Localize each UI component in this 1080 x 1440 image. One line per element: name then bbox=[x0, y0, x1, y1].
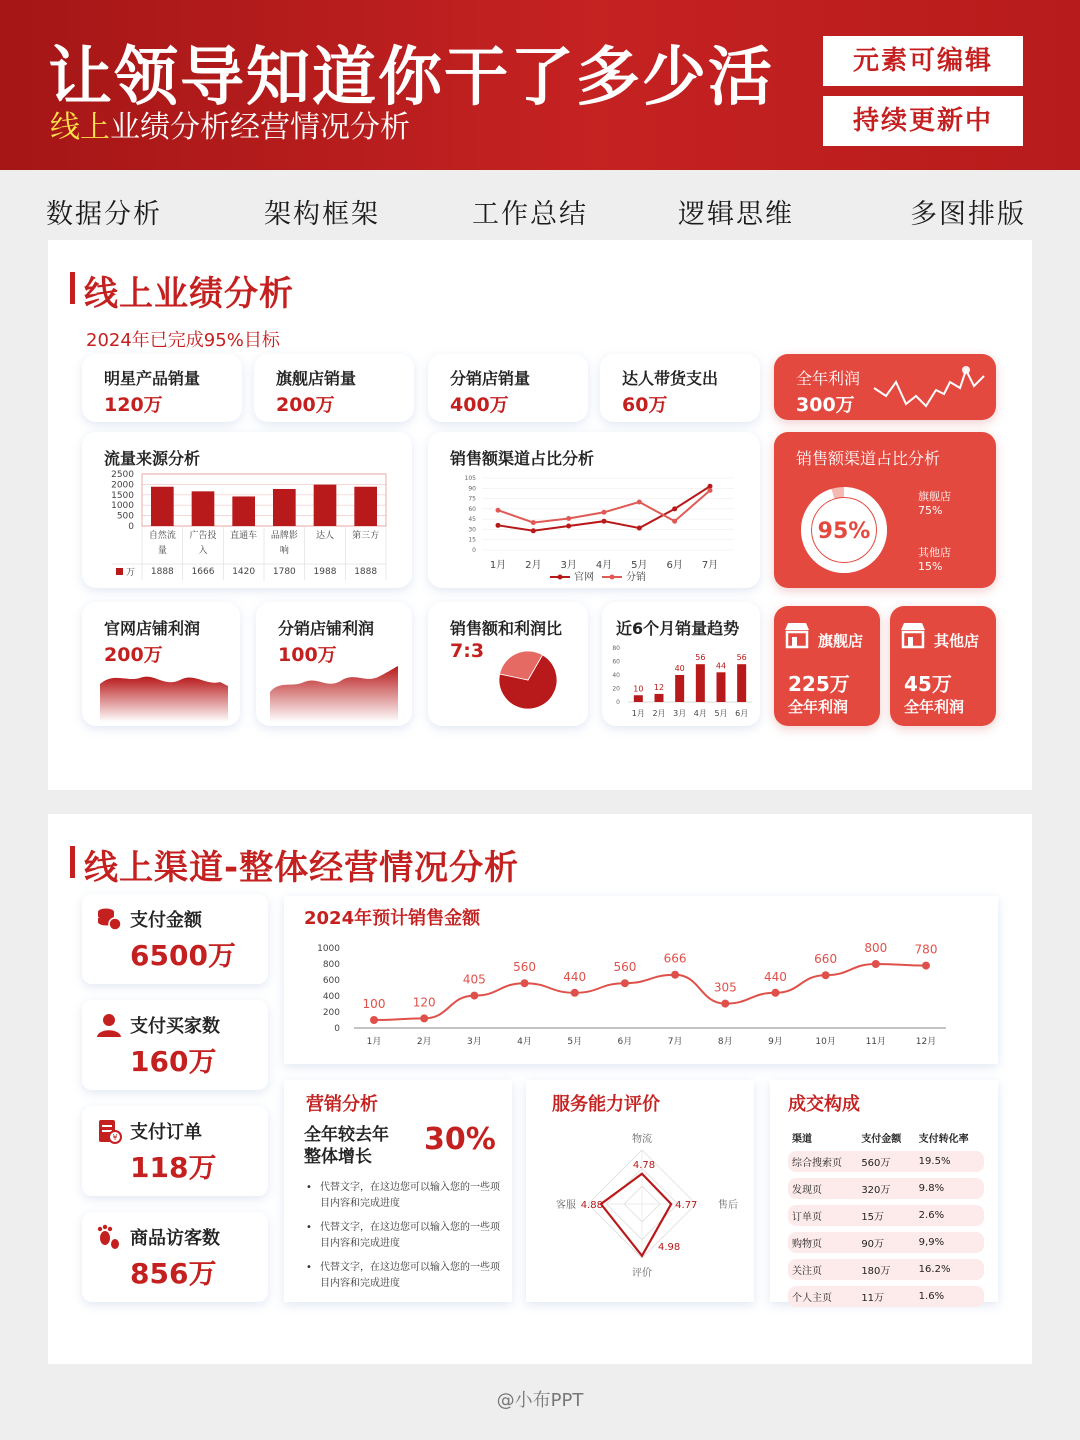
table-cell: 发现页 bbox=[788, 1178, 857, 1199]
bar bbox=[655, 694, 664, 702]
table-row bbox=[788, 1205, 984, 1226]
data-label: 1420 bbox=[232, 567, 256, 577]
page-subtitle bbox=[50, 102, 410, 146]
order-icon bbox=[96, 1118, 122, 1144]
ratio-card bbox=[428, 602, 588, 726]
y-tick-label: 15 bbox=[468, 536, 476, 544]
kpi-label: 支付订单 bbox=[130, 1122, 202, 1143]
x-tick-label: 5月 bbox=[714, 709, 728, 718]
x-tick-label: 直通车 bbox=[230, 531, 258, 541]
bar bbox=[634, 695, 643, 702]
table-cell: 个人主页 bbox=[788, 1286, 857, 1307]
kpi-label: 商品访客数 bbox=[130, 1228, 220, 1249]
data-label: 560 bbox=[613, 960, 637, 975]
store-value: 45万 bbox=[904, 672, 952, 696]
kpi-card bbox=[428, 354, 588, 422]
data-point bbox=[671, 971, 679, 979]
x-tick-label: 8月 bbox=[717, 1037, 733, 1047]
x-tick-label: 2月 bbox=[525, 560, 542, 571]
x-tick-label: 7月 bbox=[667, 1037, 683, 1047]
data-label: 666 bbox=[663, 951, 687, 966]
store-name: 其他店 bbox=[934, 632, 980, 650]
kpi-card bbox=[82, 1106, 268, 1196]
ratio-value: 7:3 bbox=[450, 640, 485, 662]
kpi-value: 6500万 bbox=[130, 939, 236, 972]
table-cell: 560万 bbox=[857, 1151, 914, 1172]
x-tick-label: 10月 bbox=[815, 1037, 836, 1047]
table-row bbox=[788, 1259, 984, 1280]
y-tick-label: 0 bbox=[472, 547, 476, 554]
data-point bbox=[672, 506, 677, 511]
table-cell: 16.2% bbox=[915, 1259, 984, 1280]
x-tick-label: 入 bbox=[198, 546, 208, 556]
goal-text: 2024年已完成95%目标 bbox=[86, 330, 280, 351]
store-icon bbox=[898, 620, 928, 650]
x-tick-label: 达人 bbox=[315, 531, 335, 541]
sales-title: 2024年预计销售金额 bbox=[304, 908, 481, 929]
subtitle-rest: 业绩分析经营情况分析 bbox=[110, 110, 410, 145]
tag-item: 多图排版 bbox=[910, 199, 1026, 230]
tag-item: 架构框架 bbox=[264, 199, 380, 230]
x-tick-label: 3月 bbox=[466, 1037, 482, 1047]
profit-value: 300万 bbox=[796, 394, 855, 416]
legend-swatch bbox=[558, 575, 563, 580]
data-point bbox=[571, 989, 579, 997]
traffic-bar-chart bbox=[82, 432, 412, 588]
table-cell: 9.8% bbox=[915, 1178, 984, 1199]
data-point bbox=[566, 516, 571, 521]
store-value: 225万 bbox=[788, 672, 850, 696]
data-label: 560 bbox=[513, 960, 536, 975]
bullet-item: • 代替文字，在这边您可以输入您的一些项目内容和完成进度 bbox=[306, 1220, 506, 1252]
official-profit-label: 官网店铺利润 bbox=[104, 619, 201, 638]
y-tick-label: 1000 bbox=[111, 501, 134, 512]
y-tick-label: 0 bbox=[128, 522, 134, 532]
data-label: 1988 bbox=[313, 567, 337, 577]
data-point bbox=[637, 526, 642, 531]
kpi-label: 达人带货支出 bbox=[622, 369, 719, 388]
y-tick-label: 20 bbox=[612, 685, 620, 693]
data-label: 56 bbox=[736, 653, 747, 663]
official-area-icon bbox=[100, 664, 230, 722]
tag-bar bbox=[0, 170, 1080, 242]
user-icon bbox=[96, 1012, 122, 1038]
legend-label: 万 bbox=[126, 568, 136, 578]
table-header-row bbox=[788, 1130, 984, 1145]
x-tick-label: 4月 bbox=[517, 1037, 532, 1047]
bar bbox=[232, 496, 255, 526]
ring-percent: 95% bbox=[817, 519, 871, 544]
data-label: 800 bbox=[864, 941, 888, 955]
kpi-card bbox=[82, 1212, 268, 1302]
kpi-card bbox=[600, 354, 760, 422]
x-tick-label: 7月 bbox=[701, 560, 719, 571]
y-tick-label: 0 bbox=[616, 699, 620, 706]
legend-swatch bbox=[610, 575, 615, 580]
coins-icon bbox=[96, 906, 122, 932]
service-radar-chart bbox=[526, 1080, 754, 1302]
dist-profit-label: 分销店铺利润 bbox=[278, 619, 375, 638]
x-tick-label: 量 bbox=[157, 546, 167, 556]
bar bbox=[314, 485, 337, 526]
y-tick-label: 1500 bbox=[111, 490, 134, 501]
channel-line-title: 销售额渠道占比分析 bbox=[450, 449, 595, 468]
bar bbox=[696, 664, 705, 702]
header-banner bbox=[0, 0, 1080, 170]
badge-editable: 元素可编辑 bbox=[823, 36, 1023, 86]
data-label: 100 bbox=[362, 997, 386, 1011]
table-header: 渠道 bbox=[792, 1134, 812, 1145]
kpi-card bbox=[82, 1000, 268, 1090]
kpi-card bbox=[82, 894, 268, 984]
data-label: 405 bbox=[462, 972, 486, 987]
badge-updating: 持续更新中 bbox=[823, 96, 1023, 146]
footprint-icon bbox=[96, 1224, 122, 1250]
table-cell: 2.6% bbox=[915, 1205, 984, 1226]
y-tick-label: 0 bbox=[334, 1024, 340, 1034]
deals-title: 成交构成 bbox=[788, 1094, 860, 1115]
data-label: 4.77 bbox=[675, 1200, 698, 1211]
section-title: 线上渠道-整体经营情况分析 bbox=[70, 840, 519, 889]
data-label: 660 bbox=[814, 952, 838, 967]
data-label: 1888 bbox=[150, 567, 174, 577]
data-label: 12 bbox=[653, 682, 665, 692]
kpi-value: 160万 bbox=[130, 1045, 217, 1078]
y-tick-label: 400 bbox=[322, 992, 340, 1002]
bar bbox=[151, 487, 174, 526]
x-tick-label: 响 bbox=[279, 546, 289, 556]
x-tick-label: 3月 bbox=[560, 560, 577, 571]
data-label: 44 bbox=[715, 661, 727, 671]
data-point bbox=[721, 1000, 729, 1008]
kpi-label: 支付买家数 bbox=[130, 1016, 220, 1037]
x-tick-label: 4月 bbox=[595, 560, 613, 571]
service-title: 服务能力评价 bbox=[552, 1094, 660, 1115]
y-tick-label: 600 bbox=[322, 976, 340, 986]
table-cell: 购物页 bbox=[788, 1232, 857, 1253]
legend-label: 官网 bbox=[574, 572, 594, 583]
store-caption: 全年利润 bbox=[904, 698, 965, 716]
data-label: 4.88 bbox=[580, 1200, 603, 1211]
legend1-value: 75% bbox=[918, 504, 943, 517]
kpi-value: 856万 bbox=[130, 1257, 217, 1290]
data-label: 40 bbox=[674, 664, 685, 673]
data-point bbox=[420, 1014, 428, 1022]
data-point bbox=[470, 992, 478, 1000]
trend-bar-chart bbox=[602, 602, 760, 726]
data-point bbox=[872, 960, 880, 968]
x-tick-label: 5月 bbox=[631, 560, 648, 571]
x-tick-label: 品牌影 bbox=[270, 531, 298, 541]
bar bbox=[354, 487, 377, 526]
kpi-label: 旗舰店销量 bbox=[276, 369, 357, 388]
x-tick-label: 第三方 bbox=[352, 531, 380, 541]
data-label: 305 bbox=[713, 980, 737, 995]
kpi-label: 分销店销量 bbox=[450, 369, 531, 388]
deals-table bbox=[788, 1124, 984, 1313]
data-point bbox=[637, 500, 642, 505]
data-label: 4.98 bbox=[658, 1241, 681, 1253]
svg-text:¥: ¥ bbox=[112, 1133, 118, 1142]
table-cell: 9,9% bbox=[915, 1232, 984, 1253]
x-tick-label: 6月 bbox=[735, 709, 749, 718]
x-tick-label: 6月 bbox=[666, 560, 683, 571]
profit-card bbox=[774, 354, 996, 420]
growth-value: 30% bbox=[424, 1122, 496, 1157]
radar-axis-label: 物流 bbox=[632, 1134, 652, 1145]
table-row bbox=[788, 1151, 984, 1172]
radar-axis-label: 售后 bbox=[718, 1200, 738, 1211]
data-point bbox=[531, 520, 536, 525]
data-label: 1888 bbox=[354, 567, 378, 577]
kpi-card bbox=[82, 354, 242, 422]
table-cell: 关注页 bbox=[788, 1259, 857, 1280]
ratio-label: 销售额和利润比 bbox=[450, 619, 563, 638]
traffic-title: 流量来源分析 bbox=[104, 449, 201, 468]
legend2-name: 其他店 bbox=[918, 546, 951, 559]
x-tick-label: 自然流 bbox=[148, 531, 176, 541]
table-row bbox=[788, 1286, 984, 1307]
x-tick-label: 5月 bbox=[567, 1037, 583, 1047]
table-cell: 180万 bbox=[857, 1259, 914, 1280]
profit-sparkline-icon bbox=[870, 360, 988, 414]
x-tick-label: 1月 bbox=[631, 709, 645, 718]
y-tick-label: 2500 bbox=[111, 470, 134, 480]
y-tick-label: 1000 bbox=[317, 944, 340, 954]
data-label: 4.78 bbox=[632, 1159, 656, 1171]
y-tick-label: 500 bbox=[116, 511, 134, 522]
bar bbox=[717, 672, 726, 702]
data-label: 10 bbox=[633, 684, 644, 694]
channel-line-card bbox=[428, 432, 760, 588]
data-label: 1666 bbox=[191, 567, 215, 577]
data-point bbox=[602, 510, 607, 515]
table-row bbox=[788, 1178, 984, 1199]
kpi-value: 120万 bbox=[104, 394, 163, 416]
series-line bbox=[498, 486, 710, 531]
table-cell: 320万 bbox=[857, 1178, 914, 1199]
table-cell: 19.5% bbox=[915, 1151, 984, 1172]
data-point bbox=[496, 523, 501, 528]
page-title: 让领导知道你干了多少活 bbox=[48, 41, 774, 115]
channel-ratio-card bbox=[774, 432, 996, 588]
dist-profit-value: 100万 bbox=[278, 644, 337, 666]
sales-line-chart bbox=[284, 896, 998, 1064]
store-name: 旗舰店 bbox=[818, 632, 864, 650]
trend-title: 近6个月销量趋势 bbox=[616, 619, 740, 638]
kpi-label: 明星产品销量 bbox=[104, 369, 201, 388]
ratio-ring-chart bbox=[774, 432, 996, 588]
data-point bbox=[566, 524, 571, 529]
kpi-card bbox=[254, 354, 414, 422]
growth-line1: 全年较去年 bbox=[304, 1125, 389, 1145]
y-tick-label: 800 bbox=[322, 960, 340, 970]
trend-card bbox=[602, 602, 760, 726]
legend-swatch bbox=[116, 568, 123, 575]
dist-profit-card bbox=[256, 602, 412, 726]
tag-item: 工作总结 bbox=[472, 199, 588, 230]
section-title: 线上业绩分析 bbox=[70, 266, 294, 315]
sales-forecast-card bbox=[284, 896, 998, 1064]
y-tick-label: 45 bbox=[468, 516, 476, 524]
data-label: 440 bbox=[764, 969, 787, 984]
growth-line2: 整体增长 bbox=[304, 1147, 372, 1167]
table-cell: 15万 bbox=[857, 1205, 914, 1226]
bullet-item: • 代替文字，在这边您可以输入您的一些项目内容和完成进度 bbox=[306, 1260, 506, 1292]
data-point bbox=[602, 519, 607, 524]
data-label: 1780 bbox=[272, 567, 296, 577]
data-point bbox=[370, 1016, 378, 1024]
series-line bbox=[374, 964, 926, 1020]
ratio-pie-chart bbox=[428, 602, 588, 726]
store-icon bbox=[782, 620, 812, 650]
store-caption: 全年利润 bbox=[788, 698, 849, 716]
x-tick-label: 3月 bbox=[673, 709, 687, 718]
x-tick-label: 1月 bbox=[489, 560, 507, 571]
store-card-other bbox=[890, 606, 996, 726]
marketing-bullets bbox=[306, 1180, 506, 1300]
plot-frame bbox=[142, 474, 386, 526]
data-point bbox=[822, 971, 830, 979]
subtitle-highlight: 线上 bbox=[50, 110, 110, 145]
profit-label: 全年利润 bbox=[796, 369, 861, 388]
bar bbox=[675, 675, 684, 702]
y-tick-label: 200 bbox=[322, 1008, 340, 1018]
y-tick-label: 30 bbox=[468, 526, 476, 534]
legend-label: 分销 bbox=[626, 572, 646, 583]
dist-area-icon bbox=[270, 664, 400, 722]
kpi-value: 118万 bbox=[130, 1151, 217, 1184]
data-point bbox=[922, 962, 930, 970]
x-tick-label: 12月 bbox=[915, 1037, 937, 1047]
radar-axis-label: 评价 bbox=[632, 1268, 652, 1279]
data-point bbox=[672, 519, 677, 524]
kpi-value: 200万 bbox=[276, 394, 335, 416]
x-tick-label: 2月 bbox=[652, 709, 666, 718]
official-profit-value: 200万 bbox=[104, 644, 163, 666]
bullet-item: • 代替文字，在这边您可以输入您的一些项目内容和完成进度 bbox=[306, 1180, 506, 1212]
bar bbox=[273, 489, 296, 526]
data-point bbox=[531, 528, 536, 533]
data-point bbox=[521, 979, 529, 987]
legend2-value: 15% bbox=[918, 560, 943, 573]
table-cell: 11万 bbox=[857, 1286, 914, 1307]
data-label: 440 bbox=[563, 969, 587, 984]
table-row bbox=[788, 1232, 984, 1253]
x-tick-label: 6月 bbox=[617, 1037, 633, 1047]
official-profit-card bbox=[82, 602, 240, 726]
marketing-card bbox=[284, 1080, 512, 1302]
store-card-flagship bbox=[774, 606, 880, 726]
x-tick-label: 1月 bbox=[366, 1037, 382, 1047]
traffic-card bbox=[82, 432, 412, 588]
table-header: 支付转化率 bbox=[918, 1134, 969, 1145]
data-label: 120 bbox=[412, 995, 436, 1010]
data-point bbox=[771, 989, 779, 997]
tag-item: 数据分析 bbox=[46, 199, 162, 230]
table-cell: 90万 bbox=[857, 1232, 914, 1253]
deals-card bbox=[770, 1080, 998, 1302]
footer-credit: @小布PPT bbox=[496, 1390, 584, 1411]
kpi-value: 60万 bbox=[622, 394, 668, 416]
kpi-value: 400万 bbox=[450, 394, 509, 416]
y-tick-label: 2000 bbox=[111, 480, 134, 491]
kpi-label: 支付金额 bbox=[130, 910, 202, 931]
y-tick-label: 60 bbox=[468, 505, 476, 513]
x-tick-label: 4月 bbox=[693, 709, 707, 718]
data-point bbox=[708, 488, 713, 493]
data-label: 780 bbox=[914, 942, 938, 957]
table-header: 支付金额 bbox=[861, 1134, 902, 1145]
y-tick-label: 75 bbox=[468, 495, 476, 503]
y-tick-label: 105 bbox=[464, 475, 476, 482]
bar bbox=[737, 664, 746, 702]
x-tick-label: 9月 bbox=[768, 1037, 783, 1047]
table-cell: 订单页 bbox=[788, 1205, 857, 1226]
channel-ratio-title: 销售额渠道占比分析 bbox=[796, 449, 941, 468]
y-tick-label: 80 bbox=[612, 645, 620, 652]
table-cell: 综合搜索页 bbox=[788, 1151, 857, 1172]
y-tick-label: 90 bbox=[468, 485, 476, 493]
channel-line-chart bbox=[428, 432, 760, 588]
x-tick-label: 2月 bbox=[416, 1037, 432, 1047]
radar-axis-label: 客服 bbox=[556, 1200, 576, 1211]
legend1-name: 旗舰店 bbox=[918, 490, 951, 503]
marketing-title: 营销分析 bbox=[306, 1094, 378, 1115]
service-card bbox=[526, 1080, 754, 1302]
tag-item: 逻辑思维 bbox=[678, 199, 794, 230]
data-point bbox=[496, 508, 501, 513]
data-label: 56 bbox=[695, 653, 706, 663]
growth-caption bbox=[304, 1124, 389, 1168]
y-tick-label: 60 bbox=[612, 658, 620, 666]
x-tick-label: 11月 bbox=[865, 1037, 887, 1047]
bar bbox=[192, 491, 215, 526]
x-tick-label: 广告投 bbox=[189, 531, 217, 541]
data-point bbox=[621, 979, 629, 987]
table-cell: 1.6% bbox=[915, 1286, 984, 1307]
y-tick-label: 40 bbox=[612, 672, 620, 679]
